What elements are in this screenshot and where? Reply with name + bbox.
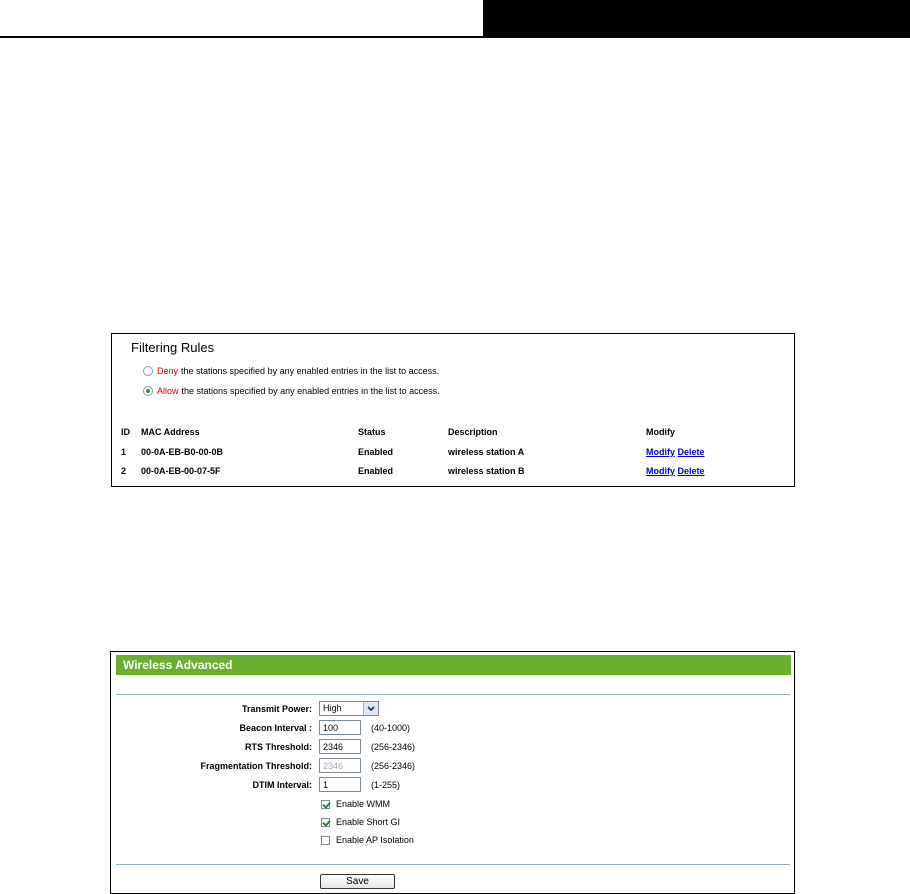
- filtering-rules-title: Filtering Rules: [131, 340, 215, 355]
- transmit-power-label: Transmit Power:: [241, 704, 312, 714]
- enable-ap-isolation-label: Enable AP Isolation: [336, 835, 414, 845]
- col-id: ID: [121, 427, 130, 437]
- rts-threshold-row: [116, 738, 790, 758]
- wireless-advanced-title: Wireless Advanced: [123, 658, 233, 672]
- enable-ap-isolation-option[interactable]: [321, 835, 414, 845]
- beacon-interval-row: [116, 719, 790, 739]
- row-mac: 00-0A-EB-00-07-5F: [141, 466, 221, 476]
- dtim-interval-label: DTIM Interval:: [252, 780, 312, 790]
- row-description: wireless station B: [448, 466, 525, 476]
- enable-short-gi-checkbox[interactable]: [321, 818, 330, 827]
- chevron-down-icon[interactable]: [363, 702, 378, 715]
- allow-text: the stations specified by any enabled entries in the list to access.: [181, 386, 440, 396]
- divider-bottom: [116, 864, 790, 865]
- row-status: Enabled: [358, 447, 394, 457]
- deny-text: the stations specified by any enabled entries in the list to access.: [181, 366, 440, 376]
- allow-option[interactable]: [143, 386, 440, 396]
- deny-radio[interactable]: [143, 366, 153, 376]
- save-button[interactable]: Save: [320, 874, 395, 889]
- deny-option[interactable]: [143, 366, 439, 376]
- beacon-interval-input[interactable]: [319, 720, 361, 735]
- table-header-row: [121, 427, 781, 441]
- col-modify: Modify: [646, 427, 675, 437]
- deny-keyword: Deny: [157, 366, 179, 376]
- enable-wmm-checkbox[interactable]: [321, 800, 330, 809]
- row-mac: 00-0A-EB-B0-00-0B: [141, 447, 224, 457]
- row-id: 2: [121, 466, 127, 476]
- rts-threshold-range: (256-2346): [371, 742, 416, 752]
- filtering-rules-panel: [111, 333, 795, 487]
- header-black-bar: [483, 0, 910, 38]
- modify-link[interactable]: Modify: [646, 466, 675, 476]
- beacon-interval-range: (40-1000): [371, 723, 411, 733]
- enable-short-gi-option[interactable]: [321, 817, 400, 827]
- allow-radio[interactable]: [143, 386, 153, 396]
- table-row: [121, 447, 781, 461]
- allow-keyword: Allow: [157, 386, 179, 396]
- wireless-advanced-panel: [110, 651, 795, 894]
- modify-link[interactable]: Modify: [646, 447, 675, 457]
- fragmentation-row: [116, 757, 790, 777]
- col-mac: MAC Address: [141, 427, 200, 437]
- header-rule: [0, 36, 910, 38]
- col-description: Description: [448, 427, 498, 437]
- divider-top: [116, 694, 790, 695]
- dtim-interval-row: [116, 776, 790, 796]
- row-actions: [646, 466, 705, 476]
- fragmentation-input[interactable]: [319, 758, 361, 773]
- enable-ap-isolation-checkbox[interactable]: [321, 836, 330, 845]
- enable-wmm-option[interactable]: [321, 799, 390, 809]
- enable-short-gi-label: Enable Short GI: [336, 817, 401, 827]
- table-row: [121, 466, 781, 480]
- rts-threshold-input[interactable]: [319, 739, 361, 754]
- dtim-interval-range: (1-255): [371, 780, 401, 790]
- fragmentation-range: (256-2346): [371, 761, 416, 771]
- transmit-power-row: [116, 700, 790, 720]
- fragmentation-label: Fragmentation Threshold:: [200, 761, 312, 771]
- transmit-power-value: High: [323, 703, 342, 713]
- row-id: 1: [121, 447, 127, 457]
- dtim-interval-input[interactable]: [319, 777, 361, 792]
- row-actions: [646, 447, 705, 457]
- col-status: Status: [358, 427, 386, 437]
- delete-link[interactable]: Delete: [677, 447, 705, 457]
- beacon-interval-label: Beacon Interval :: [239, 723, 312, 733]
- wireless-advanced-header: [116, 655, 791, 675]
- delete-link[interactable]: Delete: [677, 466, 705, 476]
- rts-threshold-label: RTS Threshold:: [245, 742, 312, 752]
- enable-wmm-label: Enable WMM: [336, 799, 391, 809]
- row-status: Enabled: [358, 466, 394, 476]
- row-description: wireless station A: [448, 447, 525, 457]
- transmit-power-select[interactable]: [319, 701, 379, 716]
